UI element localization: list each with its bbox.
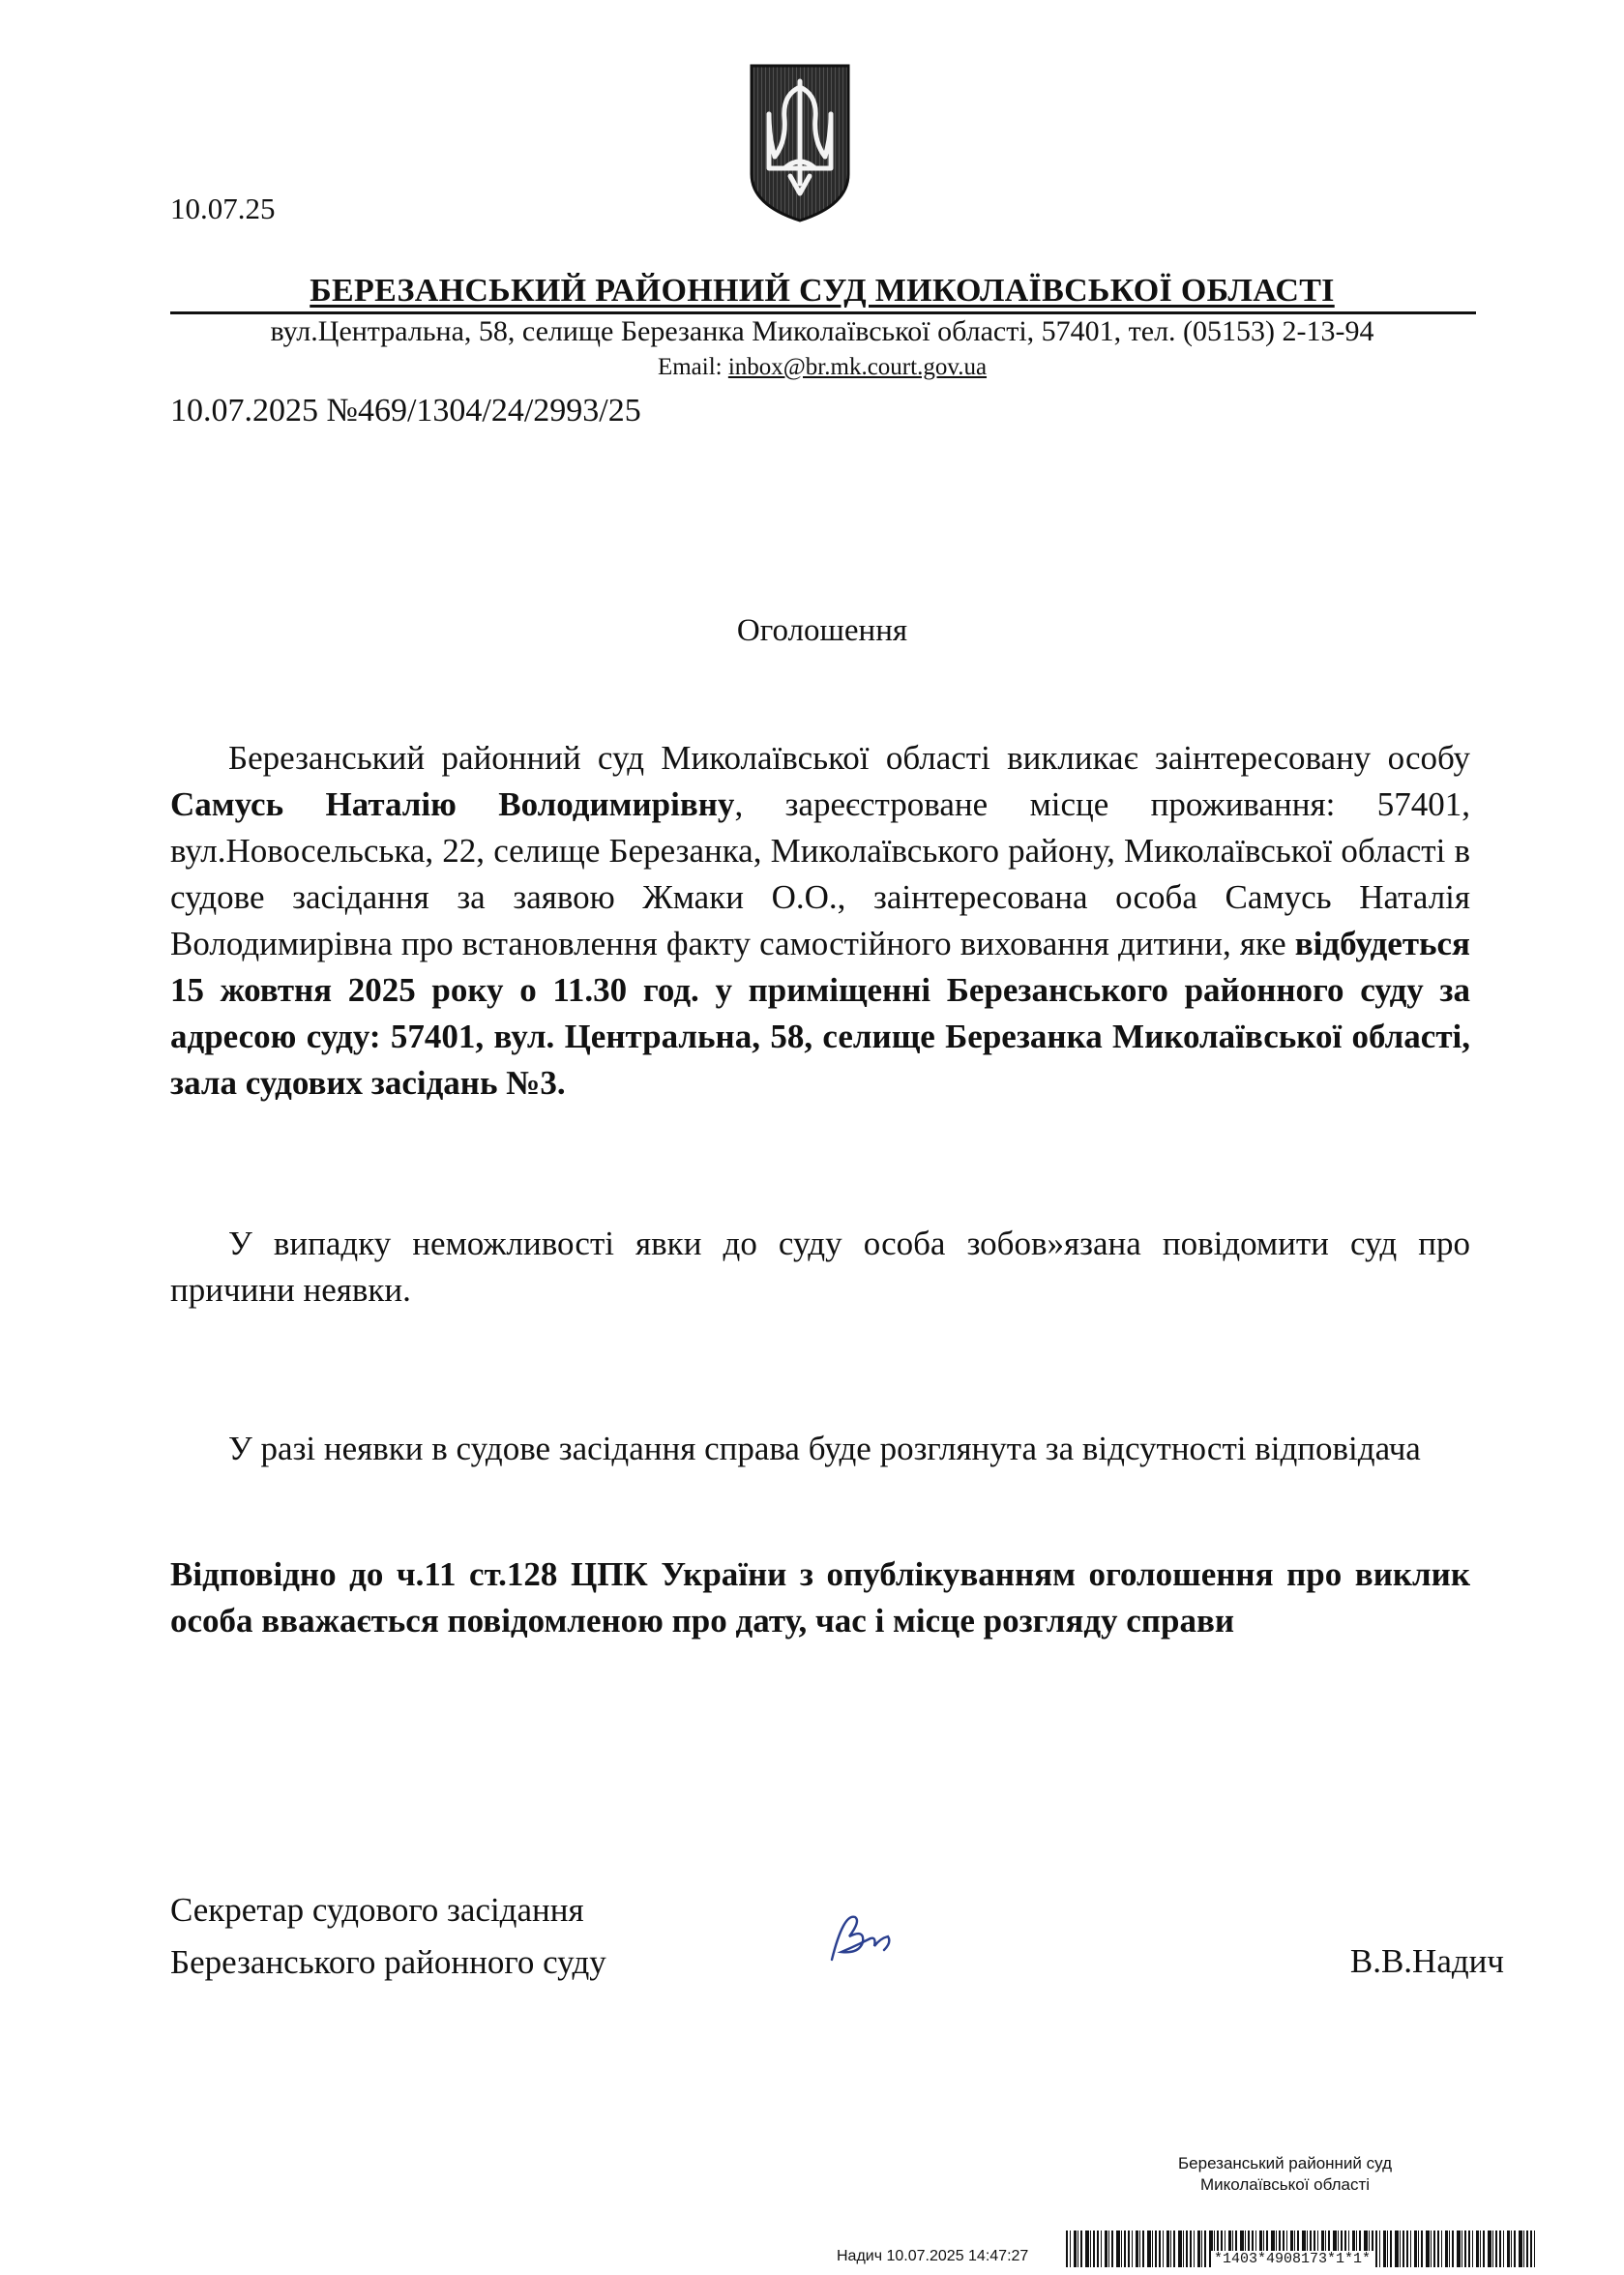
paragraph-default-hearing [170, 1426, 1437, 1472]
document-title: Оголошення [736, 613, 908, 648]
stamp-court-line2: Миколаївської області [1199, 2175, 1371, 2194]
hearing-details: відбудеться 15 жовтня 2025 року о 11.30 год. у приміщенні Березанського районного суду за адресою суду: 57401, вул. Центральна, 58, селище Березанка Миколаївської області, зала судових засідань №3. [170, 925, 1470, 1102]
stamp-signed-by: Надич 10.07.2025 14:47:27 [837, 2248, 1029, 2264]
signatory-name: В.В.Надич [1349, 1942, 1504, 1980]
court-email-line [164, 354, 1480, 381]
summons-text-middle: , зареєстроване місце проживання: 57401, вул.Новосельська, 22, селище Березанка, Миколаївського району, Миколаївської області в судове засідання за заявою Жмаки О.О., заінтересована особа Самусь Наталія Володимирівна про встановлення факту самостійного виховання дитини, яке [170, 785, 1470, 962]
court-address: вул.Центральна, 58, селище Березанка Миколаївської області, 57401, тел. (05153) 2-13-94 [270, 315, 1374, 347]
legal-basis-text: Відповідно до ч.11 ст.128 ЦПК України з опублікуванням оголошення про виклик особа вважається повідомленою про дату, час і місце розгляду справи [170, 1555, 1470, 1640]
barcode-number: *1403*4908173*1*1* [1211, 2251, 1373, 2267]
email-link[interactable]: inbox@br.mk.court.gov.ua [727, 354, 988, 380]
signatory-position-line2: Березанського районного суду [170, 1943, 606, 1981]
summoned-person-name: Самусь Наталію Володимирівну [170, 785, 735, 823]
signatory-position [170, 1884, 606, 1989]
default-hearing-text: У разі неявки в судове засідання справа буде розглянута за відсутності відповідача [228, 1430, 1421, 1467]
absence-notice-text: У випадку неможливості явки до суду особа зобов»язана повідомити суд про причини неявки. [170, 1225, 1470, 1309]
header-divider [170, 311, 1476, 314]
signatory-position-line1: Секретар судового засідання [170, 1891, 584, 1929]
court-name-heading: БЕРЕЗАНСЬКИЙ РАЙОННИЙ СУД МИКОЛАЇВСЬКОЇ ОБЛАСТІ [310, 273, 1335, 309]
email-label: Email: [657, 354, 728, 380]
paragraph-legal-basis [170, 1551, 1470, 1644]
paragraph-absence-notice [170, 1221, 1470, 1314]
handwritten-signature [822, 1904, 909, 1971]
stamp-court-line1: Березанський районний суд [1178, 2154, 1392, 2172]
document-date: 10.07.25 [170, 192, 276, 225]
coat-of-arms-emblem [746, 60, 854, 224]
registration-number: 10.07.2025 №469/1304/24/2993/25 [170, 393, 641, 428]
summons-text-start: Березанський районний суд Миколаївської області викликає заінтересовану особу [228, 739, 1470, 777]
registration-stamp [1178, 2153, 1392, 2196]
paragraph-summons [170, 735, 1470, 1107]
